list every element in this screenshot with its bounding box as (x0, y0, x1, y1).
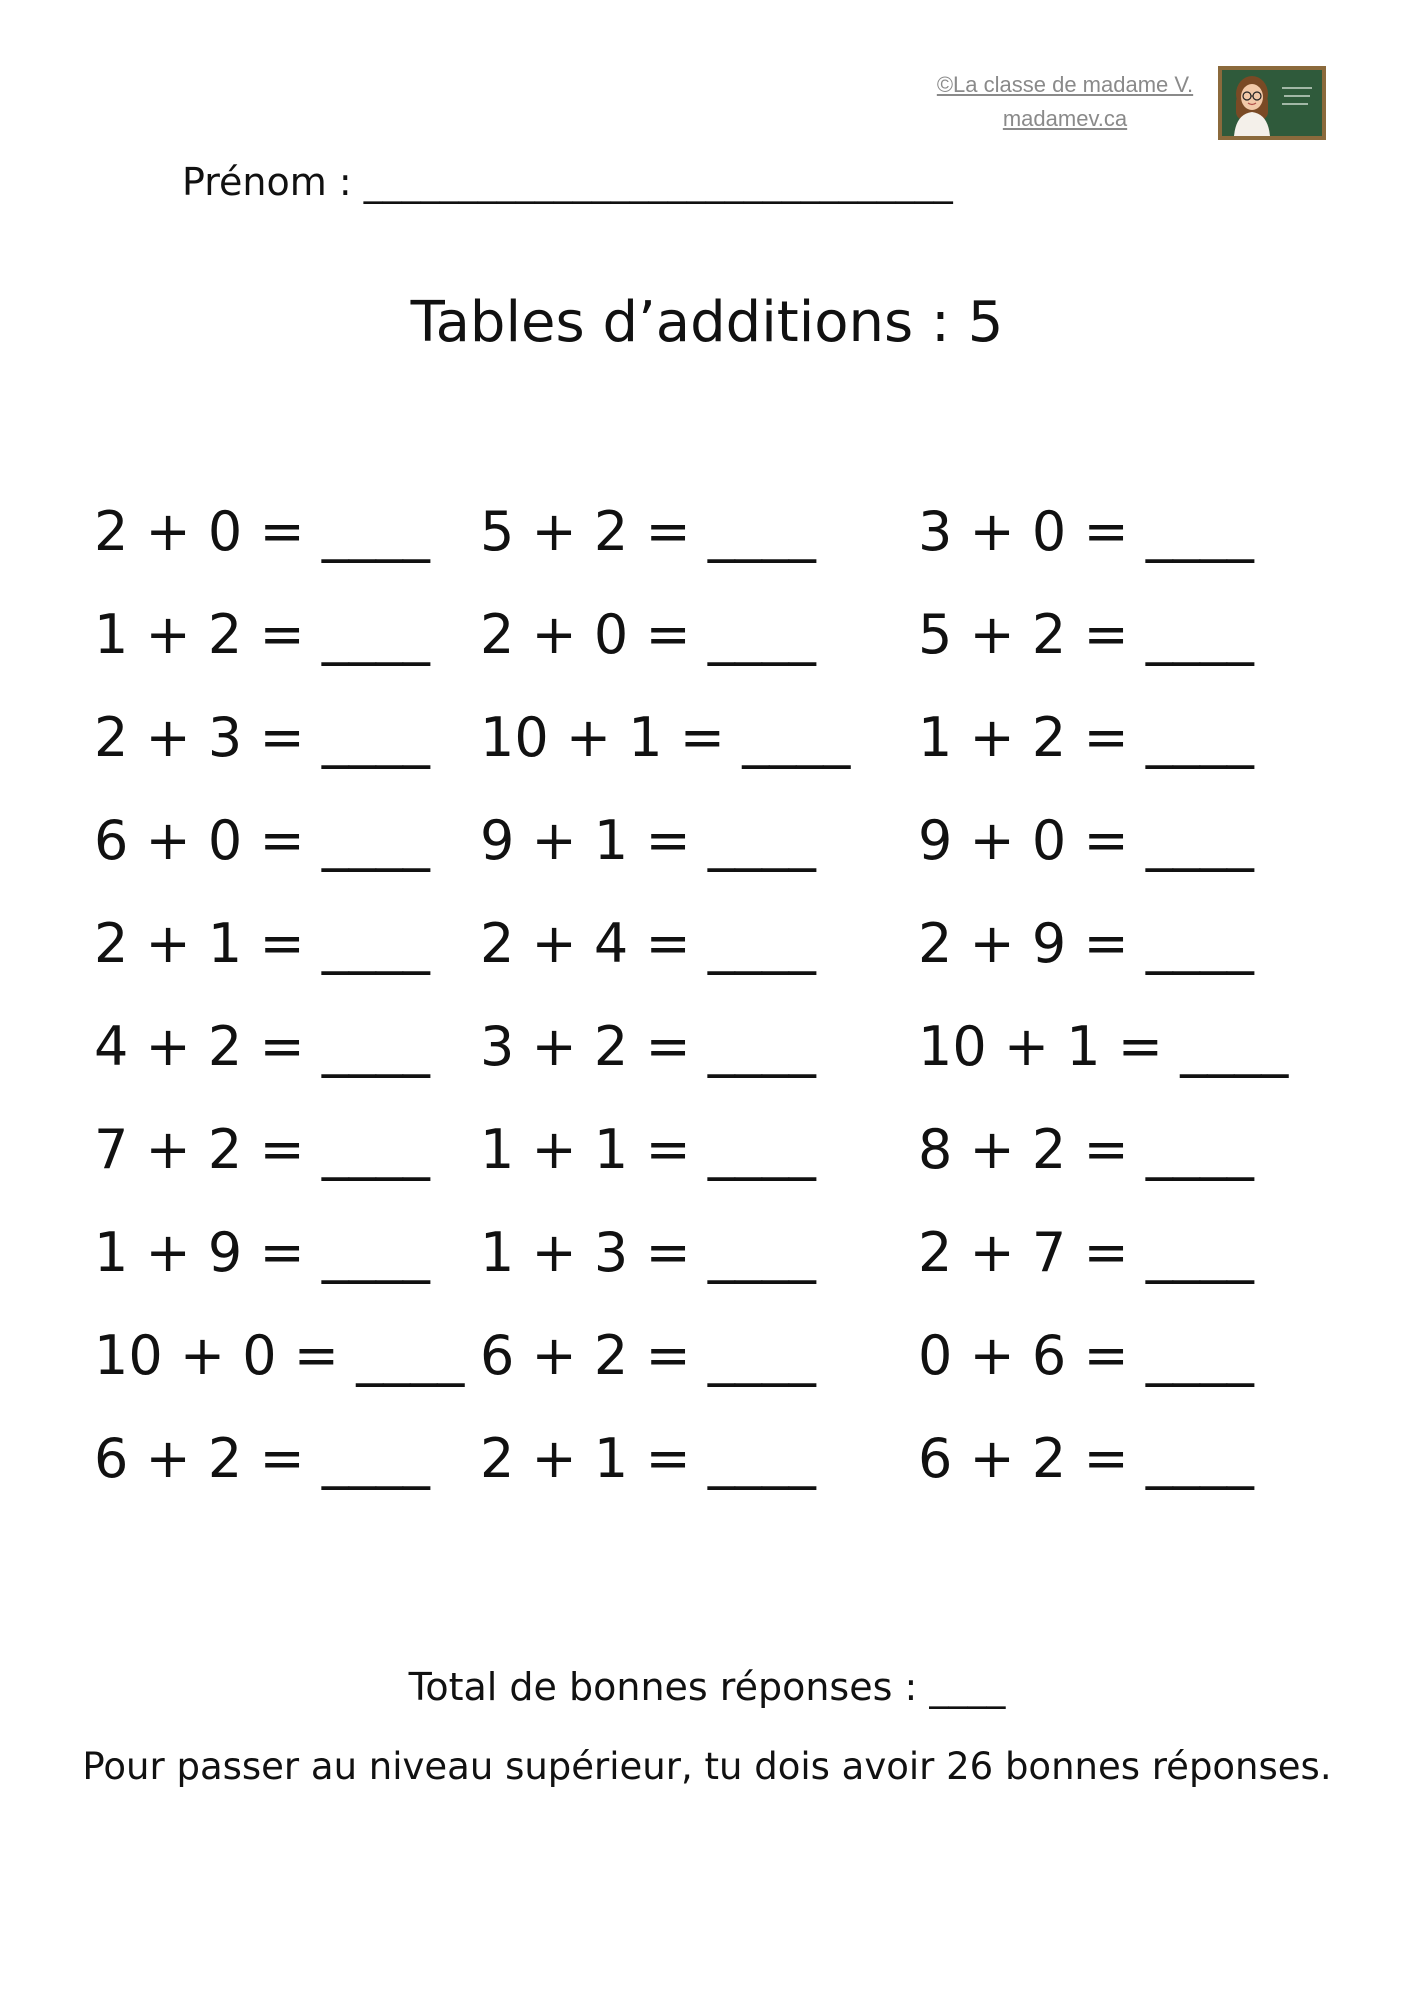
exercise-item: 2 + 1 = ____ (480, 1427, 816, 1490)
exercise-item: 2 + 0 = ____ (480, 603, 816, 666)
exercise-item: 5 + 2 = ____ (918, 603, 1254, 666)
exercise-item: 10 + 1 = ____ (918, 1015, 1289, 1078)
exercise-item: 2 + 1 = ____ (94, 912, 430, 975)
page-title: Tables d’additions : 5 (410, 290, 1004, 355)
copyright-credit (900, 68, 1230, 136)
exercise-item: 2 + 0 = ____ (94, 500, 430, 563)
exercise-item: 3 + 0 = ____ (918, 500, 1254, 563)
exercise-item: 2 + 4 = ____ (480, 912, 816, 975)
exercise-item: 6 + 0 = ____ (94, 809, 430, 872)
exercise-item: 0 + 6 = ____ (918, 1324, 1254, 1387)
exercise-item: 6 + 2 = ____ (918, 1427, 1254, 1490)
exercise-item: 1 + 3 = ____ (480, 1221, 816, 1284)
name-field-label: Prénom : _______________________________ (182, 160, 953, 204)
website-link[interactable]: madamev.ca (1002, 106, 1128, 131)
exercise-item: 9 + 0 = ____ (918, 809, 1254, 872)
exercise-item: 2 + 3 = ____ (94, 706, 430, 769)
exercise-item: 1 + 9 = ____ (94, 1221, 430, 1284)
exercise-item: 9 + 1 = ____ (480, 809, 816, 872)
exercise-item: 3 + 2 = ____ (480, 1015, 816, 1078)
exercise-item: 10 + 0 = ____ (94, 1324, 465, 1387)
exercise-item: 8 + 2 = ____ (918, 1118, 1254, 1181)
exercise-item: 7 + 2 = ____ (94, 1118, 430, 1181)
exercise-item: 1 + 2 = ____ (918, 706, 1254, 769)
exercise-item: 6 + 2 = ____ (94, 1427, 430, 1490)
exercise-item: 6 + 2 = ____ (480, 1324, 816, 1387)
teacher-logo (1218, 66, 1326, 140)
teacher-illustration-icon (1222, 70, 1322, 136)
exercise-item: 1 + 2 = ____ (94, 603, 430, 666)
credit-link[interactable]: ©La classe de madame V. (936, 72, 1194, 97)
exercise-item: 2 + 9 = ____ (918, 912, 1254, 975)
exercise-item: 10 + 1 = ____ (480, 706, 851, 769)
exercise-item: 4 + 2 = ____ (94, 1015, 430, 1078)
exercise-item: 2 + 7 = ____ (918, 1221, 1254, 1284)
exercise-item: 5 + 2 = ____ (480, 500, 816, 563)
exercise-item: 1 + 1 = ____ (480, 1118, 816, 1181)
score-total-label: Total de bonnes réponses : ____ (408, 1665, 1006, 1709)
level-instruction: Pour passer au niveau supérieur, tu dois avoir 26 bonnes réponses. (82, 1745, 1332, 1788)
